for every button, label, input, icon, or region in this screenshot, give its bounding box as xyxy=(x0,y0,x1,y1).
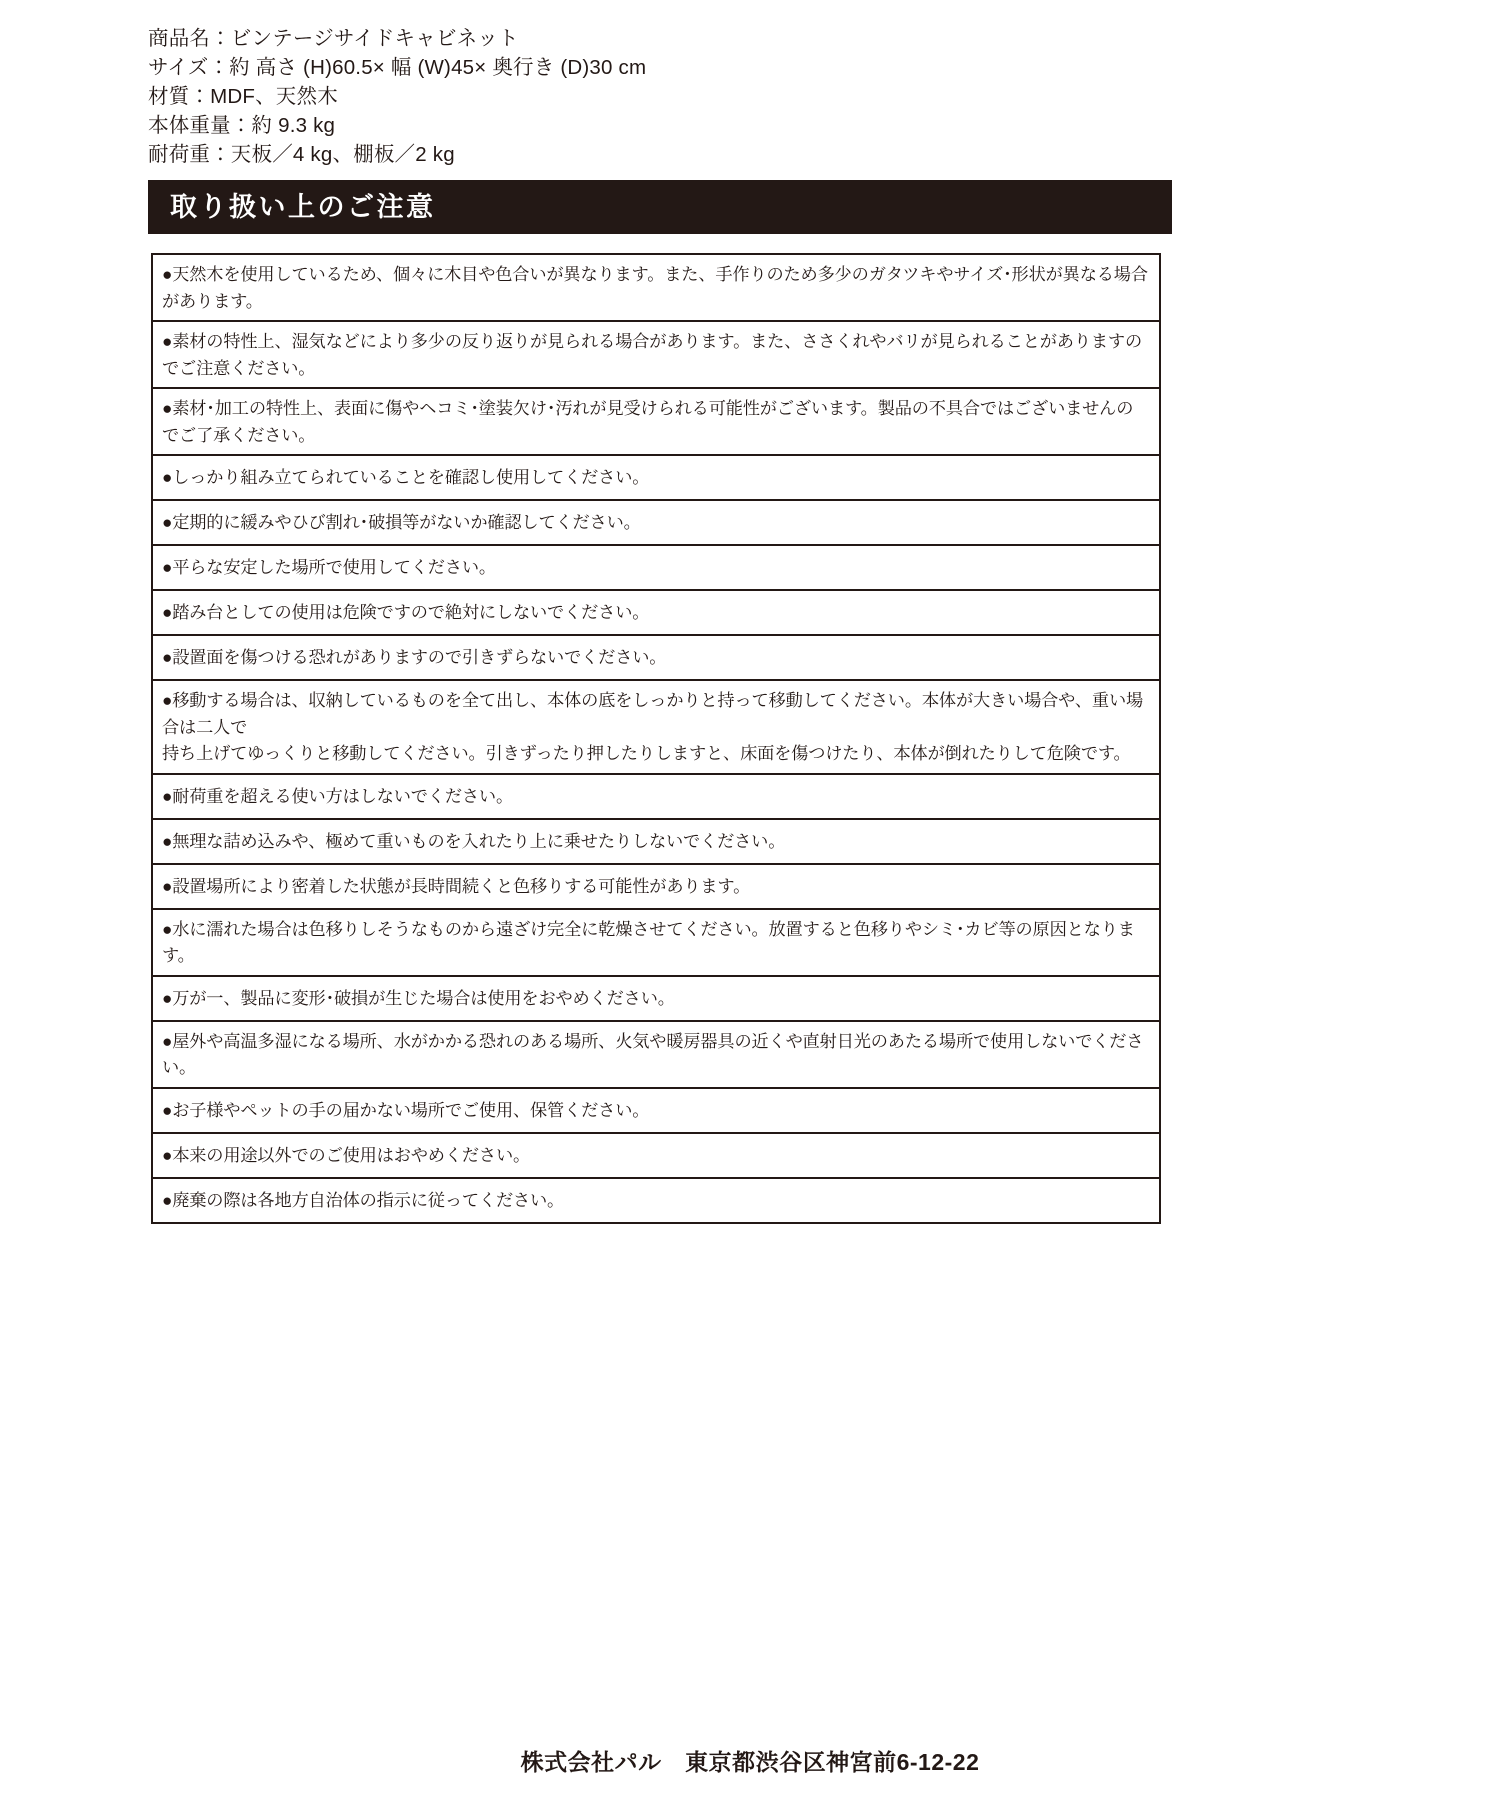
notice-text-line: ●天然木を使用しているため、個々に木目や色合いが異なります。また、手作りのため多少のガタツキやサイズ･形状が異なる場合があります。 xyxy=(162,264,1148,311)
notice-text xyxy=(162,554,1149,581)
notice-text xyxy=(162,1142,1149,1169)
notice-text xyxy=(162,464,1149,491)
notice-row xyxy=(153,591,1159,636)
notice-text xyxy=(162,261,1149,314)
notice-text xyxy=(162,509,1149,536)
notice-row xyxy=(153,820,1159,865)
notice-text-line: ●廃棄の際は各地方自治体の指示に従ってください。 xyxy=(162,1189,565,1210)
notice-row xyxy=(153,636,1159,681)
notice-text-line: ●本来の用途以外でのご使用はおやめください。 xyxy=(162,1144,531,1165)
notice-row xyxy=(153,389,1159,456)
notice-row xyxy=(153,501,1159,546)
notice-text-line: ●しっかり組み立てられていることを確認し使用してください。 xyxy=(162,467,650,488)
notice-text-line: ●耐荷重を超える使い方はしないでください。 xyxy=(162,785,513,806)
notice-text xyxy=(162,328,1149,381)
section-header-bar xyxy=(148,180,1172,234)
notice-text-line: ●移動する場合は、収納しているものを全て出し、本体の底をしっかりと持って移動してください。本体が大きい場合や、重い場合は二人で xyxy=(162,690,1144,737)
notice-row xyxy=(153,255,1159,322)
notice-row xyxy=(153,1089,1159,1134)
notice-row xyxy=(153,977,1159,1022)
notice-text xyxy=(162,873,1149,900)
spec-line-material: 材質：MDF、天然木 xyxy=(148,85,338,108)
notice-row xyxy=(153,775,1159,820)
notice-text-line: ●素材の特性上、湿気などにより多少の反り返りが見られる場合があります。また、ささくれやバリが見られることがありますのでご注意ください。 xyxy=(162,331,1142,378)
notice-text-line: ●屋外や高温多湿になる場所、水がかかる恐れのある場所、火気や暖房器具の近くや直射日光のあたる場所で使用しないでください。 xyxy=(162,1030,1144,1077)
notice-text-line: ●平らな安定した場所で使用してください。 xyxy=(162,557,496,578)
spec-line-size: サイズ：約 高さ (H)60.5× 幅 (W)45× 奥行き (D)30 cm xyxy=(148,56,647,79)
notice-text xyxy=(162,985,1149,1012)
notice-row xyxy=(153,546,1159,591)
notice-text xyxy=(162,1028,1149,1081)
notice-text xyxy=(162,828,1149,855)
footer xyxy=(0,1744,1500,1777)
notice-text-line: 持ち上げてゆっくりと移動してください。引きずったり押したりしますと、床面を傷つけたり、本体が倒れたりして危険です。 xyxy=(162,743,1131,763)
notice-text-line: ●素材･加工の特性上、表面に傷やヘコミ･塗装欠け･汚れが見受けられる可能性がございます。製品の不具合ではございませんのでご了承ください。 xyxy=(162,398,1134,445)
spec-line-product-name: 商品名：ビンテージサイドキャビネット xyxy=(148,27,519,50)
notice-text xyxy=(162,1187,1149,1214)
notice-text-line: ●万が一、製品に変形･破損が生じた場合は使用をおやめください。 xyxy=(162,987,675,1008)
notice-text xyxy=(162,916,1149,969)
spec-line-load-capacity: 耐荷重：天板／4 kg、棚板／2 kg xyxy=(148,143,455,166)
notice-text-line: ●お子様やペットの手の届かない場所でご使用、保管ください。 xyxy=(162,1099,650,1120)
notice-text xyxy=(162,1097,1149,1124)
notice-text xyxy=(162,395,1149,448)
notice-text-line: ●無理な詰め込みや、極めて重いものを入れたり上に乗せたりしないでください。 xyxy=(162,830,786,851)
footer-company-address: 株式会社パル 東京都渋谷区神宮前6-12-22 xyxy=(520,1749,980,1775)
notice-row xyxy=(153,865,1159,910)
product-spec-block xyxy=(148,24,1248,169)
notice-row xyxy=(153,456,1159,501)
spec-line-weight: 本体重量：約 9.3 kg xyxy=(148,114,336,137)
notice-text xyxy=(162,687,1149,767)
notice-text-line: ●設置面を傷つける恐れがありますので引きずらないでください。 xyxy=(162,647,667,668)
notice-row xyxy=(153,1134,1159,1179)
notice-text-line: ●設置場所により密着した状態が長時間続くと色移りする可能性があります。 xyxy=(162,875,751,896)
notice-row xyxy=(153,681,1159,775)
notice-text xyxy=(162,599,1149,626)
notice-row xyxy=(153,1179,1159,1224)
notice-text-line: ●定期的に緩みやひび割れ･破損等がないか確認してください。 xyxy=(162,512,641,533)
notice-text-line: ●水に濡れた場合は色移りしそうなものから遠ざけ完全に乾燥させてください。放置すると色移りやシミ･カビ等の原因となります。 xyxy=(162,918,1135,965)
notice-table xyxy=(151,253,1161,1224)
notice-text xyxy=(162,783,1149,810)
notice-text-line: ●踏み台としての使用は危険ですので絶対にしないでください。 xyxy=(162,602,650,623)
section-header-title: 取り扱い上のご注意 xyxy=(170,191,436,222)
notice-row xyxy=(153,322,1159,389)
notice-row xyxy=(153,910,1159,977)
notice-text xyxy=(162,644,1149,671)
notice-row xyxy=(153,1022,1159,1089)
